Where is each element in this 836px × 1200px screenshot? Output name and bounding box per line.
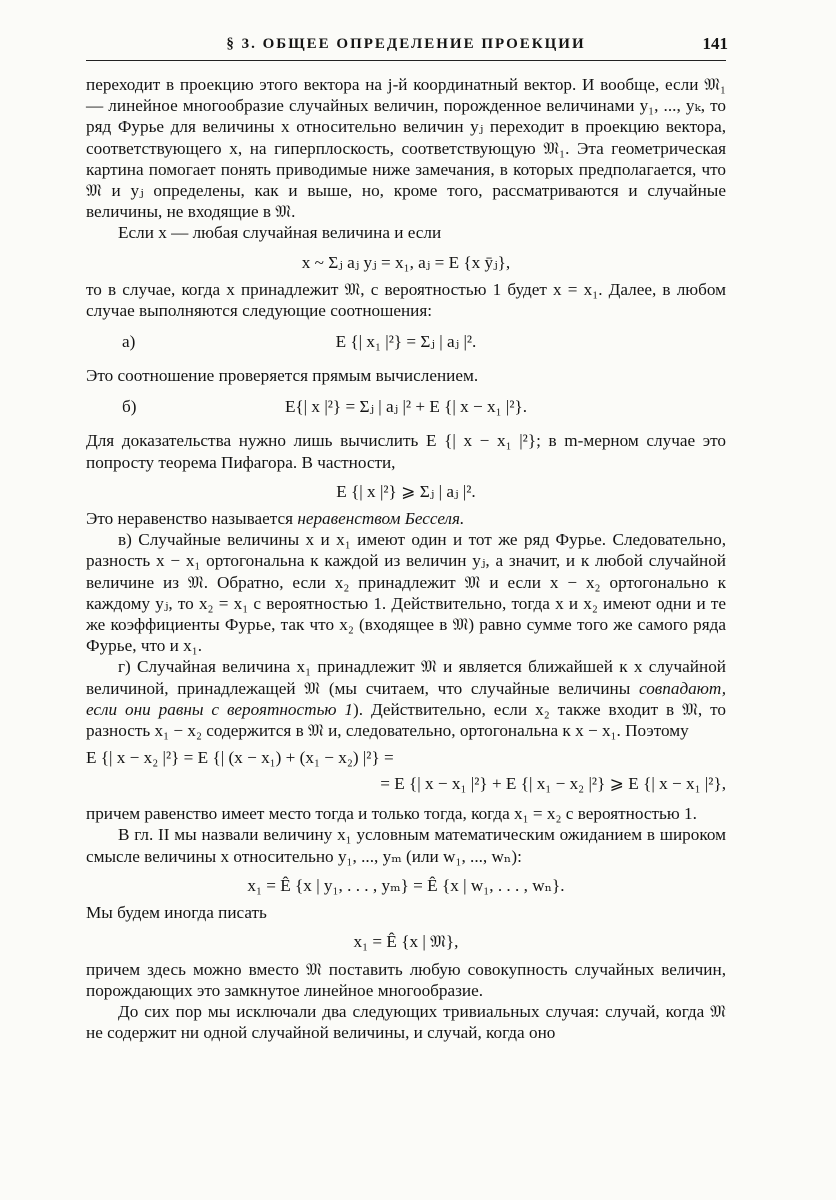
- formula-fourier-series: x ~ Σⱼ aⱼ yⱼ = x₁, aⱼ = E {x ȳⱼ},: [301, 252, 511, 272]
- relation-a: [86, 327, 726, 357]
- page-number: 141: [702, 34, 728, 53]
- paragraph-6: [86, 508, 726, 529]
- bessel-inequality-term: неравенством Бесселя.: [297, 509, 465, 529]
- paragraph-8-italic: совпадают, если они равны с вероятностью 1: [86, 678, 726, 719]
- paragraph-13: До сих пор мы исключали два следующих тривиальных случая: случай, когда 𝔐 не содержит ни одной случайной величины, и случай, когда оно: [86, 1001, 726, 1043]
- formula-distance-line-1: E {| x − x₂ |²} = E {| (x − x₁) + (x₁ − x₂) |²} =: [86, 748, 394, 768]
- formula-projection-notation: x₁ = Ê {x | 𝔐},: [353, 932, 459, 952]
- formula-distance: [86, 747, 726, 799]
- relation-b: [86, 392, 726, 422]
- paragraph-2: Если x — любая случайная величина и если: [118, 223, 442, 243]
- paragraph-4: Это соотношение проверяется прямым вычислением.: [86, 366, 479, 386]
- paragraph-8: [86, 656, 726, 741]
- formula-distance-line-2: = E {| x − x₁ |²} + E {| x₁ − x₂ |²} ⩾ E {| x − x₁ |²},: [380, 774, 726, 794]
- relation-a-label: а): [122, 332, 136, 352]
- relation-b-formula: E{| x |²} = Σⱼ | aⱼ |² + E {| x − x₁ |²}.: [284, 397, 528, 417]
- formula-conditional-expectation: x₁ = Ê {x | y₁, . . . , yₘ} = Ê {x | w₁, . . . , wₙ}.: [247, 875, 565, 895]
- formula-bessel: E {| x |²} ⩾ Σⱼ | aⱼ |².: [336, 481, 476, 501]
- paragraph-5: Для доказательства нужно лишь вычислить E {| x − x₁ |²}; в m-мерном случае это попросту теорема Пифагора. В частности,: [86, 431, 726, 472]
- running-head: § 3. ОБЩЕЕ ОПРЕДЕЛЕНИЕ ПРОЕКЦИИ: [226, 36, 586, 52]
- paragraph-1: переходит в проекцию этого вектора на j-й координатный вектор. И вообще, если 𝔐₁ — линейное многообразие случайных величин, порожденное величинами y₁, ..., yₖ, то ряд Фурье для величины x относительно величин yⱼ переходит в проекцию вектора, соответствующего x, на гиперплоскость, соответствующую 𝔐₁. Эта геометрическая картина помогает понять приводимые ниже замечания, в которых предполагается, что 𝔐 и yⱼ определены, как и выше, но, кроме того, рассматриваются и случайные величины, не входящие в 𝔐.: [86, 75, 726, 222]
- paragraph-8-end: ). Действительно, если x₂ также входит в 𝔐, то разность x₁ − x₂ содержится в 𝔐 и, следовательно, ортогональна к x − x₁. Поэтому: [86, 699, 726, 741]
- paragraph-6-text: Это неравенство называется: [86, 509, 298, 529]
- paragraph-3: то в случае, когда x принадлежит 𝔐, с вероятностью 1 будет x = x₁. Далее, в любом случае выполняются следующие соотношения:: [86, 279, 726, 321]
- relation-b-label: б): [122, 397, 137, 417]
- paragraph-12: причем здесь можно вместо 𝔐 поставить любую совокупность случайных величин, порождающих это замкнутое линейное многообразие.: [86, 959, 726, 1000]
- page-body: [86, 74, 726, 1043]
- paragraph-10: В гл. II мы назвали величину x₁ условным математическим ожиданием в широком смысле величины x относительно y₁, ..., yₘ (или w₁, ..., wₙ):: [86, 825, 726, 866]
- paragraph-9: причем равенство имеет место тогда и только тогда, когда x₁ = x₂ с вероятностью 1.: [86, 804, 697, 824]
- relation-a-formula: E {| x₁ |²} = Σⱼ | aⱼ |².: [335, 332, 477, 352]
- paragraph-11: Мы будем иногда писать: [86, 903, 267, 923]
- page-header: [86, 34, 726, 61]
- paragraph-8-start: г) Случайная величина x₁ принадлежит 𝔐 и является ближайшей к x случайной величиной, принадлежащей 𝔐 (мы считаем, что случайные величины: [86, 657, 726, 698]
- paragraph-7: в) Случайные величины x и x₁ имеют один и тот же ряд Фурье. Следовательно, разность x − x₁ ортогональна к каждой из величин yⱼ, а значит, и к любой случайной величине из 𝔐. Обратно, если x₂ принадлежит 𝔐 и если x − x₂ ортогонально к каждому yⱼ, то x₂ = x₁ с вероятностью 1. Действительно, тогда x и x₂ имеют одни и те же коэффициенты Фурье, так что x₂ (входящее в 𝔐) равно сумме того же самого ряда Фурье, что и x₁.: [86, 530, 726, 656]
